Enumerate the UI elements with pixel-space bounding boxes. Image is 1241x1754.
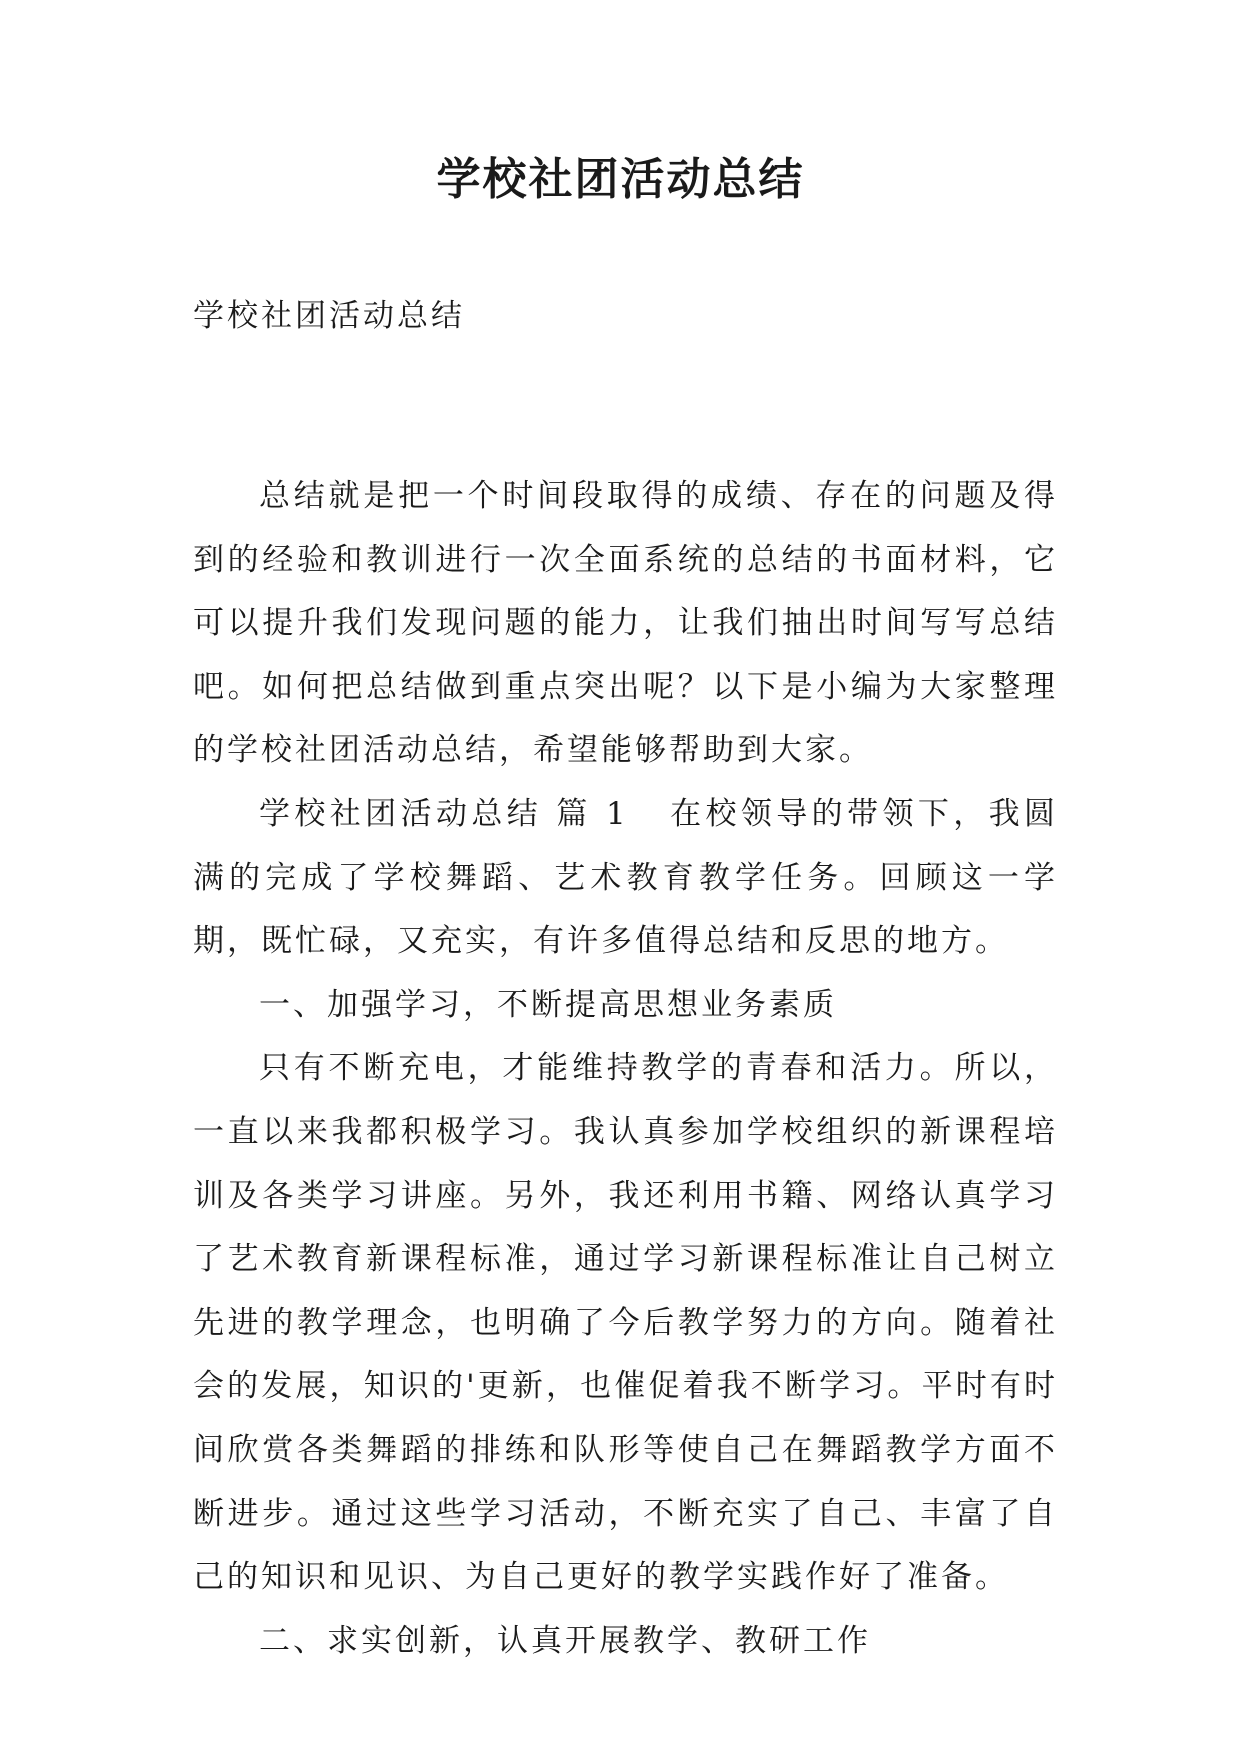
section-text: 在校领导的带领下，我圆满的完成了学校舞蹈、艺术教育教学任务。回顾这一学期，既忙碌，又充实，有许多值得总结和反思的地方。 <box>193 795 1058 960</box>
section-paragraph <box>193 783 1058 974</box>
intro-paragraph: 总结就是把一个时间段取得的成绩、存在的问题及得到的经验和教训进行一次全面系统的总结的书面材料，它可以提升我们发现问题的能力，让我们抽出时间写写总结吧。如何把总结做到重点突出呢？以下是小编为大家整理的学校社团活动总结，希望能够帮助到大家。 <box>193 478 1058 769</box>
study-paragraph: 只有不断充电，才能维持教学的青春和活力。所以，一直以来我都积极学习。我认真参加学校组织的新课程培训及各类学习讲座。另外，我还利用书籍、网络认真学习了艺术教育新课程标准，通过学习新课程标准让自己树立先进的教学理念，也明确了今后教学努力的方向。随着社会的发展，知识的'更新，也催促着我不断学习。平时有时间欣赏各类舞蹈的排练和队形等使自己在舞蹈教学方面不断进步。通过这些学习活动，不断充实了自己、丰富了自己的知识和见识、为自己更好的教学实践作好了准备。 <box>193 1050 1058 1596</box>
heading-one: 一、加强学习，不断提高思想业务素质 <box>259 986 837 1023</box>
section-label: 学校社团活动总结 篇 1 <box>259 795 629 832</box>
document-title: 学校社团活动总结 <box>436 154 805 205</box>
document-subtitle: 学校社团活动总结 <box>193 298 465 334</box>
heading-two: 二、求实创新，认真开展教学、教研工作 <box>259 1622 871 1659</box>
document-body <box>193 465 1058 1673</box>
